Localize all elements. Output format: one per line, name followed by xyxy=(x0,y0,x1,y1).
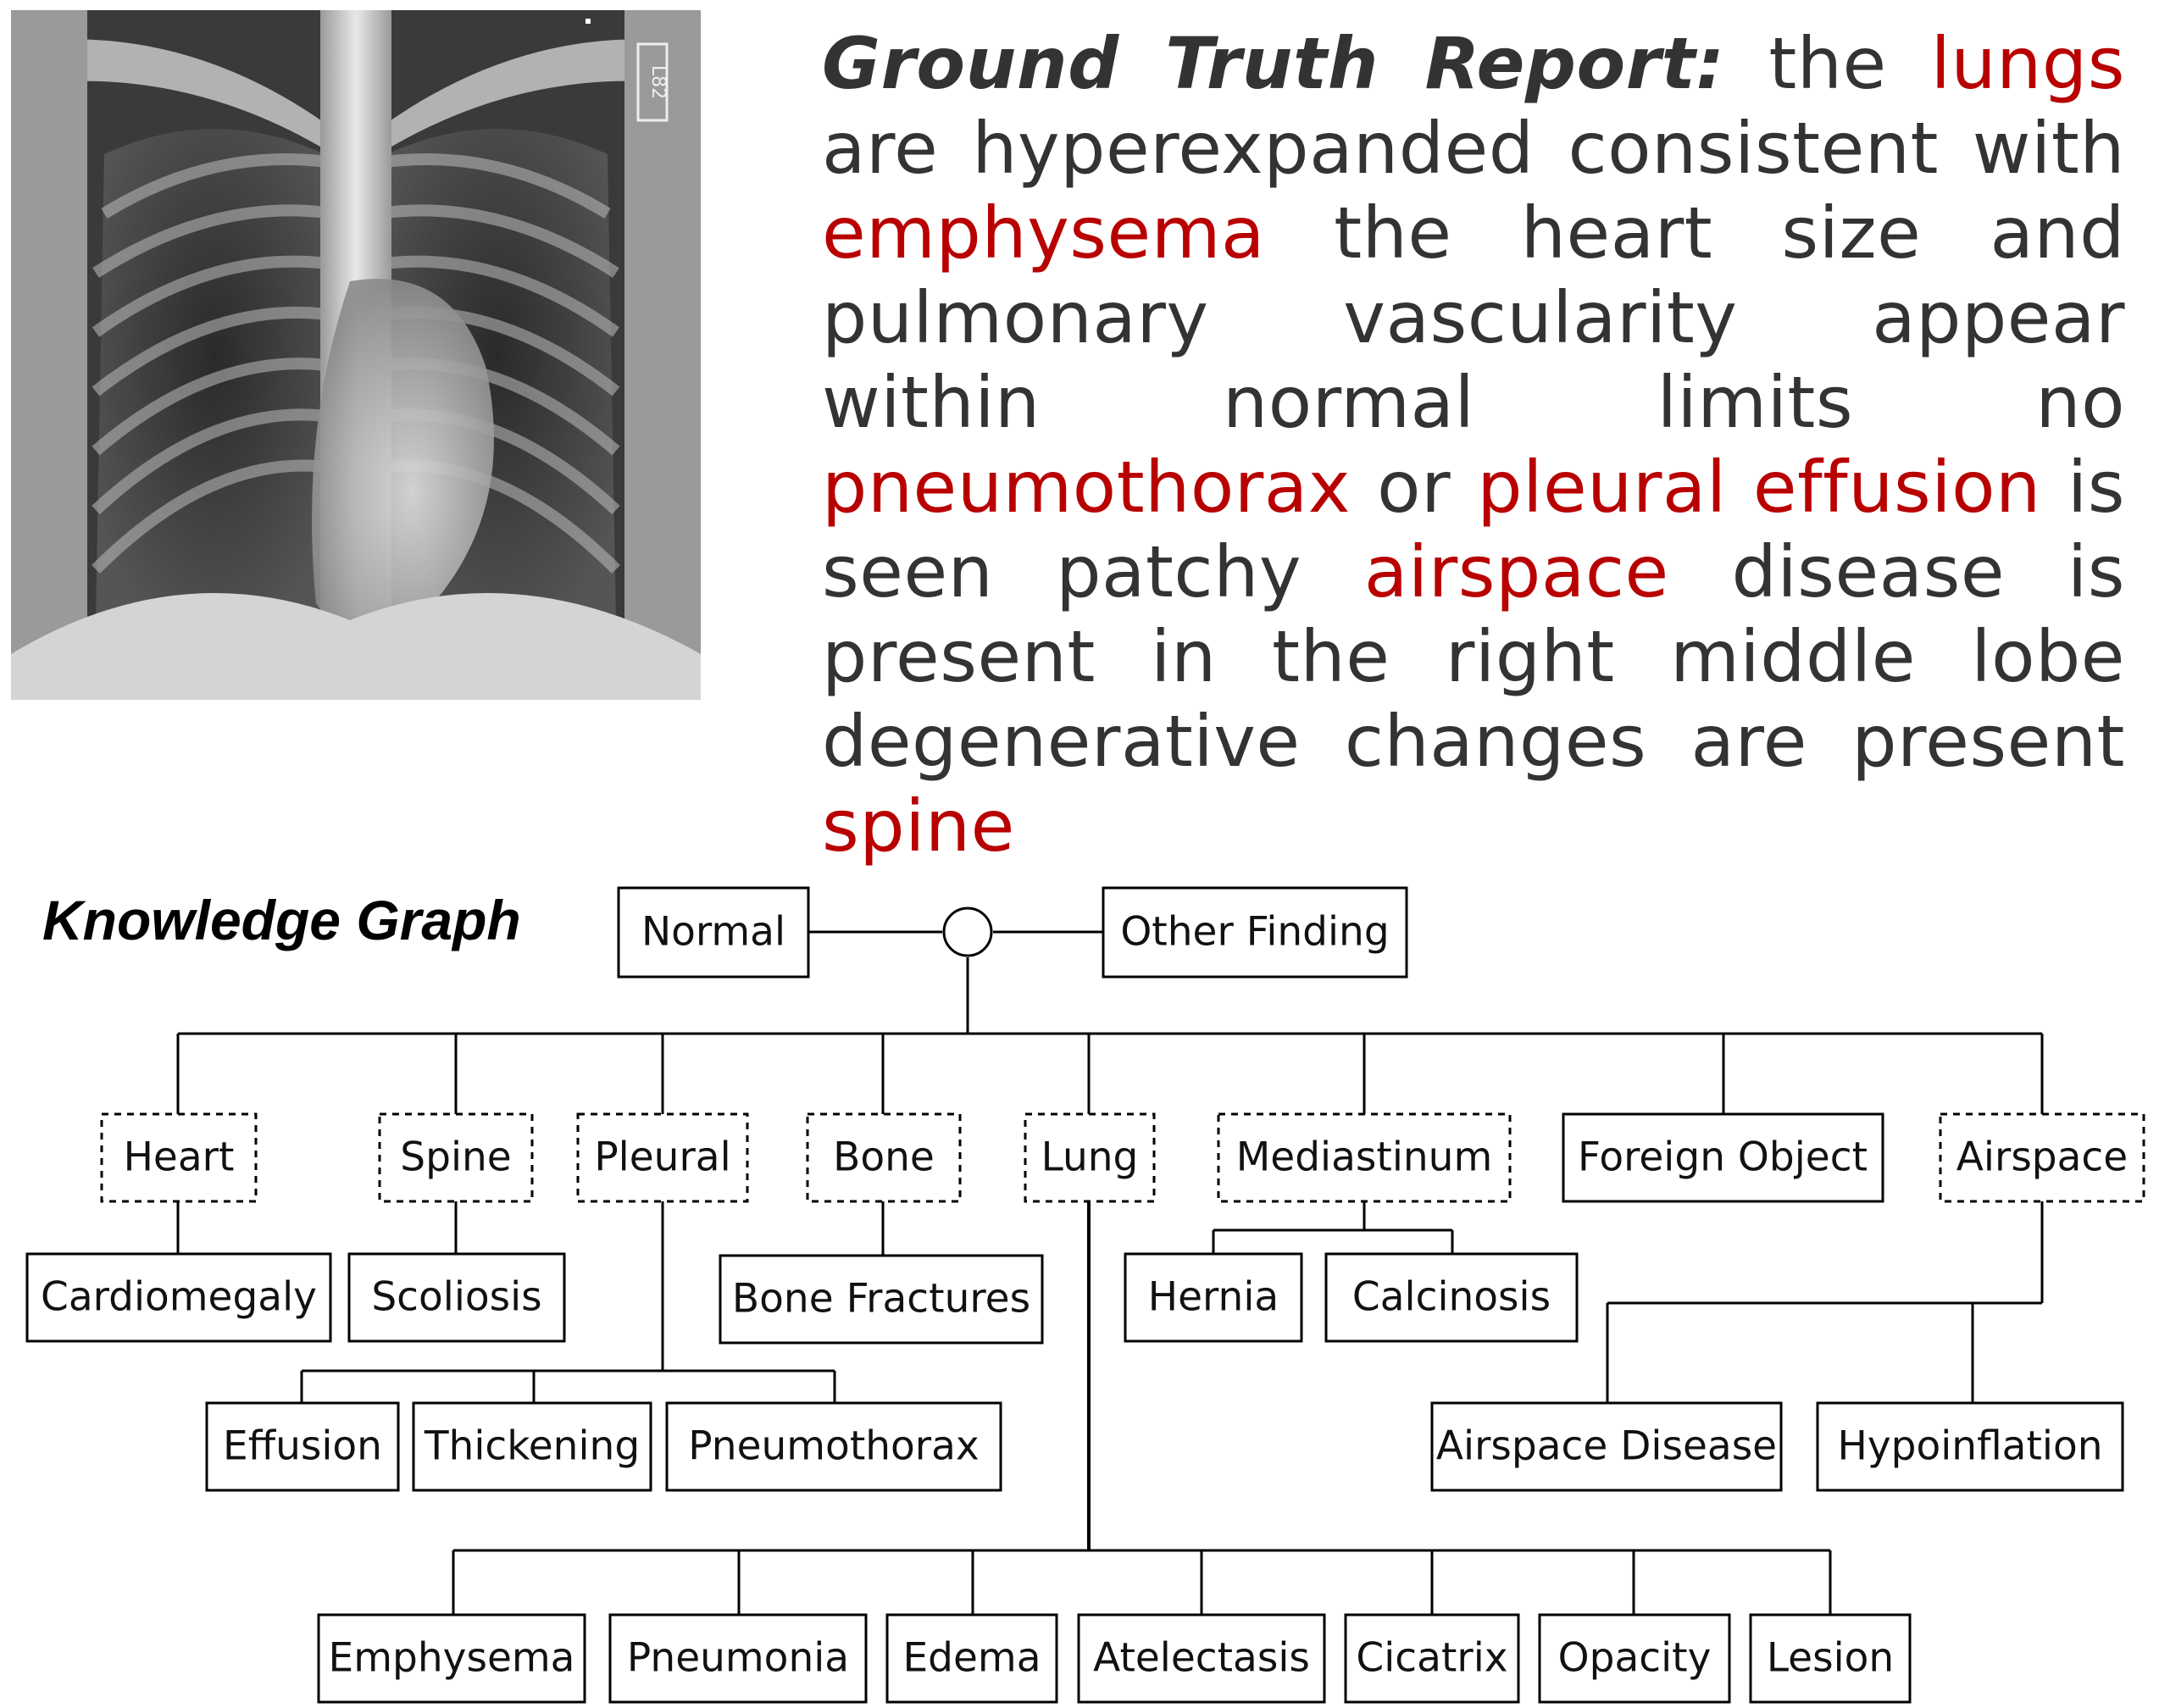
kg-node-bone-fractures xyxy=(720,1256,1042,1343)
kg-node-label: Lesion xyxy=(1766,1634,1895,1682)
kg-node-pneumonia xyxy=(610,1615,866,1702)
kg-category-bone xyxy=(808,1114,960,1201)
report-keyword: pneumothorax xyxy=(822,446,1351,529)
kg-node-label: Scoliosis xyxy=(371,1273,542,1321)
report-keyword: emphysema xyxy=(822,191,1266,274)
kg-node-scoliosis xyxy=(349,1254,564,1341)
kg-node-label: Hypoinflation xyxy=(1837,1422,2103,1470)
kg-node-label: Bone Fractures xyxy=(731,1275,1031,1323)
kg-node-label: Hernia xyxy=(1147,1273,1279,1321)
kg-category-foreign-object xyxy=(1563,1114,1883,1201)
report-keyword: airspace xyxy=(1363,530,1669,613)
report-keyword: lungs xyxy=(1930,22,2125,105)
report-text-segment: is seen patchy xyxy=(822,446,2125,613)
kg-node-hypoinflation xyxy=(1818,1403,2123,1490)
kg-node-label: Lung xyxy=(1041,1134,1139,1181)
kg-node-pneumothorax xyxy=(667,1403,1001,1490)
report-title: Ground Truth Report xyxy=(822,22,1696,105)
kg-node-label: Mediastinum xyxy=(1235,1134,1493,1181)
kg-root-circle xyxy=(944,908,991,956)
report-keyword: pleural effusion xyxy=(1477,446,2041,529)
kg-node-label: Spine xyxy=(400,1134,512,1181)
kg-node-opacity xyxy=(1540,1615,1729,1702)
kg-node-label: Bone xyxy=(833,1134,935,1181)
kg-node-cicatrix xyxy=(1346,1615,1518,1702)
report-text-segment: the heart size and pulmonary vascularity appear within normal limits no xyxy=(822,191,2125,444)
kg-node-cardiomegaly xyxy=(27,1254,330,1341)
kg-category-airspace xyxy=(1940,1114,2144,1201)
report-text-segment: disease is present in the right middle lobe degenerative changes are present xyxy=(822,530,2125,783)
kg-node-label: Airspace Disease xyxy=(1435,1422,1778,1470)
kg-node-label: Other Finding xyxy=(1120,908,1390,956)
kg-node-hernia xyxy=(1125,1254,1302,1341)
kg-node-label: Opacity xyxy=(1557,1634,1712,1682)
knowledge-graph-title: Knowledge Graph xyxy=(42,889,521,951)
report-keyword: spine xyxy=(822,785,1015,868)
kg-node-label: Cicatrix xyxy=(1356,1634,1508,1682)
kg-node-airspace-disease xyxy=(1432,1403,1781,1490)
report-text-segment: the xyxy=(1768,22,1931,105)
kg-node-normal xyxy=(619,888,808,977)
kg-node-lesion xyxy=(1751,1615,1910,1702)
kg-category-mediastinum xyxy=(1218,1114,1510,1201)
kg-node-emphysema xyxy=(319,1615,585,1702)
kg-node-label: Pneumothorax xyxy=(688,1422,980,1470)
kg-node-thickening xyxy=(413,1403,651,1490)
kg-node-label: Calcinosis xyxy=(1351,1273,1551,1321)
ground-truth-report: Ground Truth Report: the lungs are hyperexpanded consistent with emphysema the heart size and pulmonary vascularity appear within normal limits no pneumothorax or pleural effusion is seen patchy airspace disease is present in the right middle lobe degenerative changes are present spine xyxy=(822,22,2125,868)
kg-category-lung xyxy=(1025,1114,1154,1201)
report-text-segment: are hyperexpanded consistent with xyxy=(822,107,2125,190)
kg-node-other-finding xyxy=(1103,888,1407,977)
kg-node-calcinosis xyxy=(1326,1254,1577,1341)
kg-node-label: Edema xyxy=(902,1634,1041,1682)
kg-node-label: Airspace xyxy=(1956,1134,2128,1181)
report-text-segment: or xyxy=(1350,446,1478,529)
kg-category-pleural xyxy=(578,1114,747,1201)
kg-node-label: Foreign Object xyxy=(1577,1134,1868,1181)
kg-node-atelectasis xyxy=(1079,1615,1324,1702)
kg-category-heart xyxy=(102,1114,256,1201)
kg-node-effusion xyxy=(207,1403,398,1490)
kg-node-label: Normal xyxy=(641,908,786,956)
kg-node-label: Atelectasis xyxy=(1093,1634,1310,1682)
kg-node-label: Pneumonia xyxy=(626,1634,850,1682)
kg-category-spine xyxy=(380,1114,532,1201)
kg-node-label: Heart xyxy=(123,1134,235,1181)
kg-node-label: Cardiomegaly xyxy=(41,1273,317,1321)
xray-marker-label: L82 xyxy=(647,64,669,100)
kg-node-edema xyxy=(887,1615,1057,1702)
kg-node-label: Thickening xyxy=(424,1422,641,1470)
kg-node-label: Pleural xyxy=(594,1134,731,1181)
kg-node-label: Effusion xyxy=(223,1422,382,1470)
kg-node-label: Emphysema xyxy=(328,1634,575,1682)
